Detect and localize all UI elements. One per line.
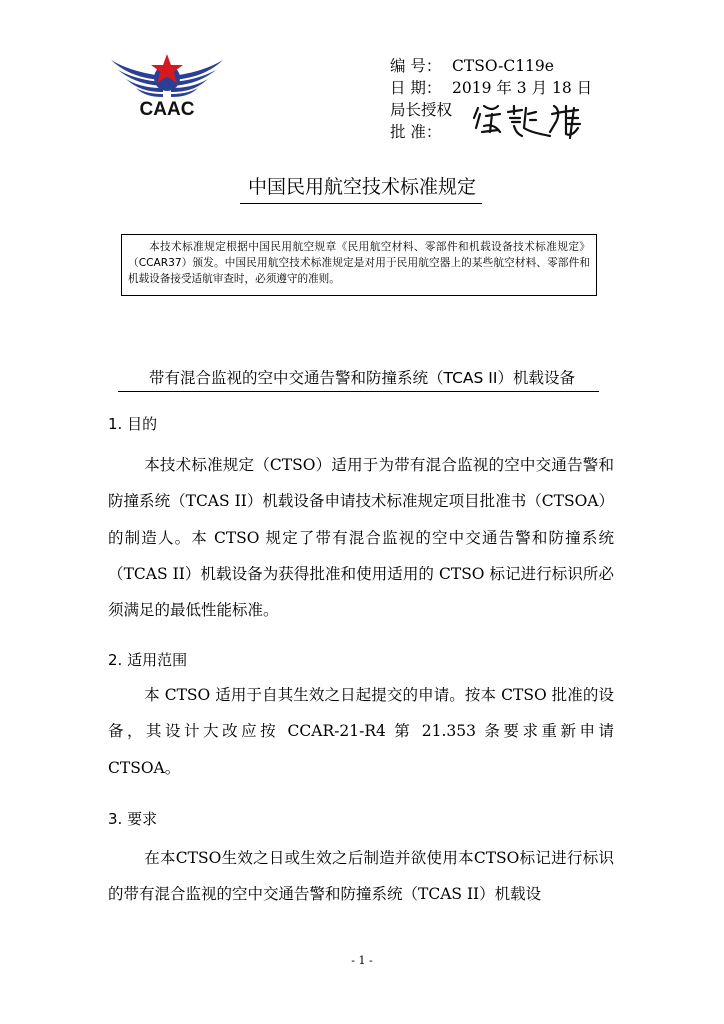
- number-label: 编 号：: [390, 57, 442, 75]
- section-2-heading: 2. 适用范围: [108, 651, 188, 669]
- subject-underline: [118, 391, 599, 392]
- section-1-body: [108, 447, 614, 628]
- date-value: 2019 年 3 月 18 日: [452, 79, 593, 97]
- number-value: CTSO-C119e: [452, 57, 554, 75]
- date-label: 日 期：: [390, 79, 442, 97]
- section-2-body: [108, 677, 614, 786]
- section-3-body: [108, 840, 614, 913]
- section-1-heading: 1. 目的: [108, 415, 158, 433]
- notice-box: [121, 234, 597, 296]
- notice-text: 本技术标准规定根据中国民用航空规章《民用航空材料、零部件和机载设备技术标准规定》（CCAR37）颁发。中国民用航空技术标准规定是对用于民用航空器上的某些航空材料、零部件和机载设备接受适航审查时，必须遵守的准则。: [128, 241, 590, 285]
- number-row: [390, 56, 554, 76]
- authorization-label: 局长授权: [390, 101, 453, 119]
- section-2-text: 本 CTSO 适用于自其生效之日起提交的申请。按本 CTSO 批准的设备，其设计大改应按 CCAR-21-R4 第 21.353 条要求重新申请 CTSOA。: [108, 686, 614, 777]
- subject-title: 带有混合监视的空中交通告警和防撞系统（TCAS II）机载设备: [149, 369, 575, 387]
- page-number: - 1 -: [351, 954, 373, 967]
- approval-label: 批 准：: [390, 123, 442, 141]
- title-underline: [240, 203, 482, 204]
- handwritten-signature: [470, 98, 590, 144]
- date-row: [390, 78, 592, 98]
- logo-text: CAAC: [139, 99, 195, 120]
- page-title: 中国民用航空技术标准规定: [247, 176, 476, 198]
- section-3-heading: 3. 要求: [108, 810, 158, 828]
- section-1-text: 本技术标准规定（CTSO）适用于为带有混合监视的空中交通告警和防撞系统（TCAS II）机载设备申请技术标准规定项目批准书（CTSOA）的制造人。本 CTSO 规定了带有混合监视的空中交通告警和防撞系统（TCAS II）机载设备为获得批准和使用适用的 CTSO 标记进行标识所必须满足的最低性能标准。: [108, 456, 614, 620]
- section-3-text: 在本CTSO生效之日或生效之后制造并欲使用本CTSO标记进行标识的带有混合监视的空中交通告警和防撞系统（TCAS II）机载设: [108, 849, 614, 904]
- caac-logo: [108, 52, 226, 122]
